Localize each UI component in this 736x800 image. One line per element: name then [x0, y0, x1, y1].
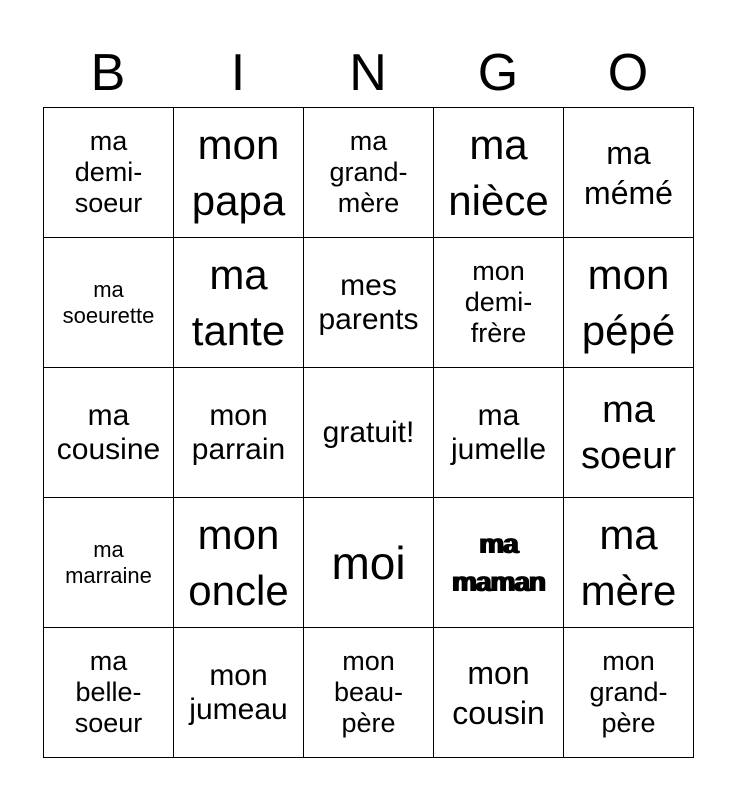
bingo-grid: [43, 107, 694, 758]
bingo-cell[interactable]: [304, 498, 434, 628]
bingo-cell[interactable]: [44, 368, 174, 498]
bingo-cell[interactable]: [44, 238, 174, 368]
header-letter-i: I: [230, 44, 246, 102]
bingo-cell-text: ma nièce: [448, 120, 549, 224]
bingo-cell-text: ma tante: [191, 250, 286, 354]
bingo-cell-text: ma demi- soeur: [74, 126, 143, 218]
bingo-cell[interactable]: [44, 108, 174, 238]
bingo-cell[interactable]: [304, 108, 434, 238]
header-letter-g: G: [477, 44, 519, 102]
bingo-cell-text: ma grand- mère: [329, 126, 408, 218]
bingo-cell[interactable]: [434, 238, 564, 368]
bingo-cell[interactable]: [304, 238, 434, 368]
bingo-cell[interactable]: [44, 628, 174, 758]
bingo-header: [43, 38, 693, 108]
bingo-cell[interactable]: [564, 368, 694, 498]
bingo-cell[interactable]: [174, 628, 304, 758]
bingo-cell[interactable]: [564, 238, 694, 368]
bingo-cell[interactable]: [304, 628, 434, 758]
bingo-cell-text: ma belle- soeur: [74, 646, 143, 738]
bingo-cell-text: ma marraine: [65, 536, 152, 588]
bingo-cell[interactable]: [174, 238, 304, 368]
bingo-cell-text: mon oncle: [188, 510, 289, 614]
bingo-cell-text: ma maman: [451, 527, 546, 597]
header-letter-n: N: [349, 44, 387, 102]
bingo-cell-text: ma mémé: [584, 134, 673, 211]
bingo-cell-text: gratuit!: [322, 415, 415, 449]
bingo-cell[interactable]: [434, 368, 564, 498]
bingo-cell[interactable]: [564, 108, 694, 238]
bingo-cell-text: ma soeur: [580, 388, 677, 477]
bingo-cell[interactable]: [174, 498, 304, 628]
bingo-cell[interactable]: [434, 628, 564, 758]
bingo-cell-text: ma jumelle: [450, 398, 547, 466]
header-letter-o: O: [607, 44, 649, 102]
bingo-cell[interactable]: [564, 628, 694, 758]
bingo-cell-text: mon pépé: [581, 250, 676, 354]
bingo-cell-text: mon parrain: [191, 398, 286, 466]
bingo-cell-text: ma cousine: [56, 398, 161, 466]
bingo-cell[interactable]: [174, 108, 304, 238]
bingo-cell-text: ma mère: [580, 510, 677, 614]
bingo-cell[interactable]: [304, 368, 434, 498]
bingo-cell-text: mon papa: [191, 120, 286, 224]
bingo-cell-text: mon cousin: [452, 654, 545, 731]
bingo-cell-text: mon demi- frère: [464, 256, 533, 348]
bingo-cell-text: mon grand- père: [589, 646, 668, 738]
bingo-cell[interactable]: [564, 498, 694, 628]
bingo-cell[interactable]: [44, 498, 174, 628]
header-letter-b: B: [90, 44, 126, 102]
bingo-cell-text: ma soeurette: [62, 276, 155, 328]
bingo-cell[interactable]: [434, 108, 564, 238]
bingo-cell[interactable]: [174, 368, 304, 498]
bingo-cell-text: mon jumeau: [189, 658, 288, 726]
bingo-cell-text: moi: [331, 536, 406, 589]
bingo-cell[interactable]: [434, 498, 564, 628]
bingo-cell-text: mes parents: [318, 268, 419, 336]
bingo-cell-text: mon beau- père: [333, 646, 404, 738]
